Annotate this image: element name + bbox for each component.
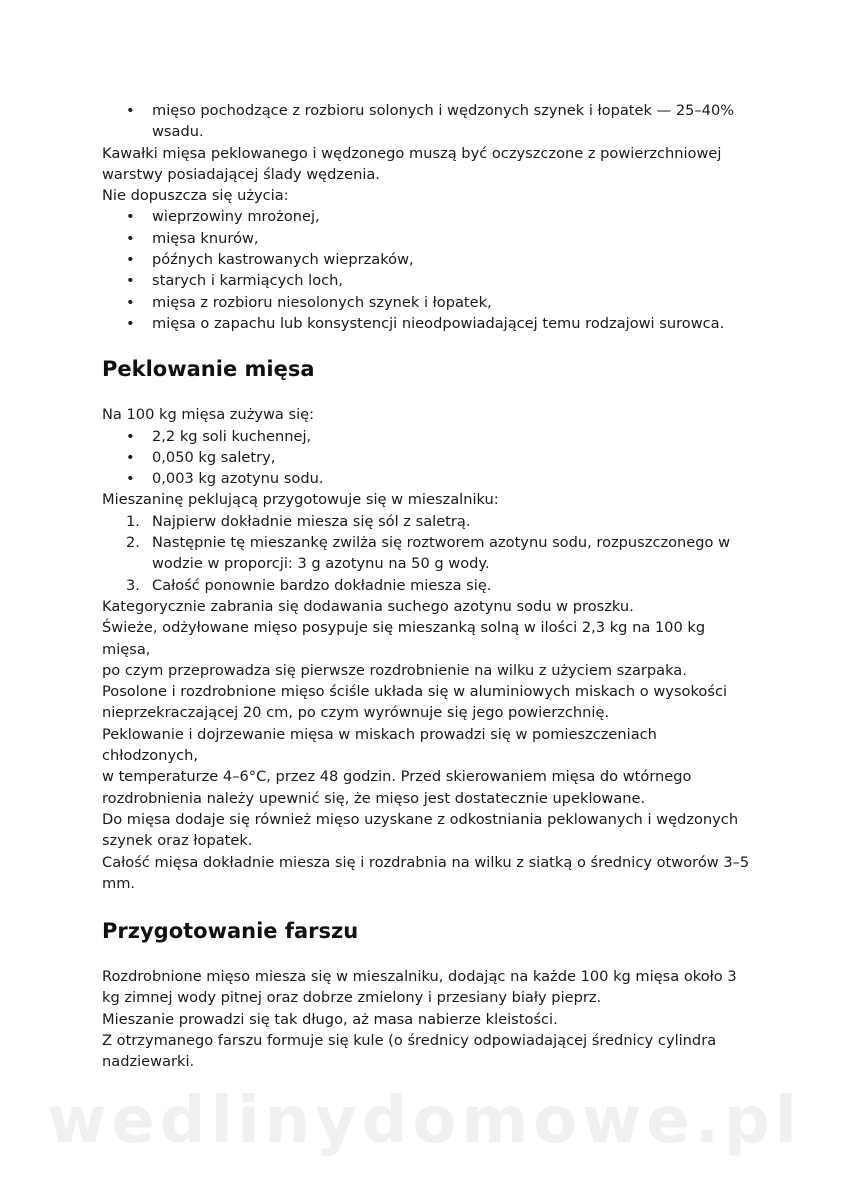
paragraph-line: Peklowanie i dojrzewanie mięsa w miskach prowadzi się w pomieszczeniach chłodzonych,	[102, 725, 657, 765]
paragraph-line: Z otrzymanego farszu formuje się kule (o średnicy odpowiadającej średnicy cylindra nadziewarki.	[102, 1031, 717, 1071]
step-number: 1.	[126, 512, 140, 530]
step-text: Następnie tę mieszankę zwilża się roztworem azotynu sodu, rozpuszczonego w wodzie w proporcji: 3 g azotynu na 50 g wody.	[152, 534, 731, 573]
list-item: • mięsa z rozbioru niesolonych szynek i łopatek,	[102, 292, 752, 313]
document-page	[102, 100, 752, 1073]
step-text: Najpierw dokładnie miesza się sól z saletrą.	[152, 512, 471, 530]
paragraph-line: w temperaturze 4–6°C, przez 48 godzin. Przed skierowaniem mięsa do wtórnego rozdrobnienia należy upewnić się, że mięso jest dostatecznie upeklowane.	[102, 768, 692, 807]
step-number: 2.	[126, 534, 140, 552]
list-item: • 2,2 kg soli kuchennej,	[102, 426, 752, 447]
paragraph-line: Mieszanie prowadzi się tak długo, aż masa nabierze kleistości.	[102, 1010, 558, 1028]
paragraph-line: po czym przeprowadza się pierwsze rozdrobnienie na wilku z użyciem szarpaka.	[102, 661, 687, 679]
list-item: • 0,003 kg azotynu sodu.	[102, 468, 752, 489]
not-allowed-list	[102, 206, 752, 334]
list-item: • starych i karmiących loch,	[102, 270, 752, 291]
list-item: • mięso pochodzące z rozbioru solonych i wędzonych szynek i łopatek — 25–40% wsadu.	[102, 100, 752, 143]
step-text: Całość ponownie bardzo dokładnie miesza się.	[152, 576, 492, 594]
steps-list	[102, 511, 752, 596]
paragraph-line: Posolone i rozdrobnione mięso ściśle układa się w aluminiowych miskach o wysokości nieprzekraczającej 20 cm, po czym wyrównuje się jego powierzchnię.	[102, 683, 728, 722]
list-item: • mięsa knurów,	[102, 228, 752, 249]
paragraph-line: Do mięsa dodaje się również mięso uzyskane z odkostniania peklowanych i wędzonych szynek oraz łopatek.	[102, 810, 739, 850]
intro-bullet-list	[102, 100, 752, 143]
paragraph-line: Kategorycznie zabrania się dodawania suchego azotynu sodu w proszku.	[102, 597, 634, 615]
list-item: • mięsa o zapachu lub konsystencji nieodpowiadającej temu rodzajowi surowca.	[102, 313, 752, 334]
step-number: 3.	[126, 576, 140, 594]
step-item	[102, 532, 752, 575]
ingredients-intro: Na 100 kg mięsa zużywa się:	[102, 406, 315, 424]
ingredients-list	[102, 426, 752, 490]
paragraph-line: Całość mięsa dokładnie miesza się i rozdrabnia na wilku z siatką o średnicy otworów 3–5 mm.	[102, 853, 750, 892]
mix-intro: Mieszaninę peklującą przygotowuje się w mieszalniku:	[102, 491, 499, 509]
step-item	[102, 511, 752, 532]
list-item: • 0,050 kg saletry,	[102, 447, 752, 468]
paragraph-line: Rozdrobnione mięso miesza się w mieszalniku, dodając na każde 100 kg mięsa około 3 kg zimnej wody pitnej oraz dobrze zmielony i przesiany biały pieprz.	[102, 968, 737, 1007]
heading-peklowanie: Peklowanie mięsa	[102, 357, 315, 382]
heading-przygotowanie-farszu: Przygotowanie farszu	[102, 919, 359, 944]
paragraph-line: Świeże, odżyłowane mięso posypuje się mieszanką solną w ilości 2,3 kg na 100 kg mięsa,	[102, 619, 706, 658]
step-item	[102, 575, 752, 596]
list-item: • późnych kastrowanych wieprzaków,	[102, 249, 752, 270]
paragraph-cleaning: Kawałki mięsa peklowanego i wędzonego muszą być oczyszczone z powierzchniowej warstwy posiadającej ślady wędzenia.	[102, 144, 722, 183]
list-item: • wieprzowiny mrożonej,	[102, 206, 752, 227]
watermark: wedlinydomowe.pl	[47, 1084, 802, 1158]
not-allowed-intro: Nie dopuszcza się użycia:	[102, 187, 289, 205]
